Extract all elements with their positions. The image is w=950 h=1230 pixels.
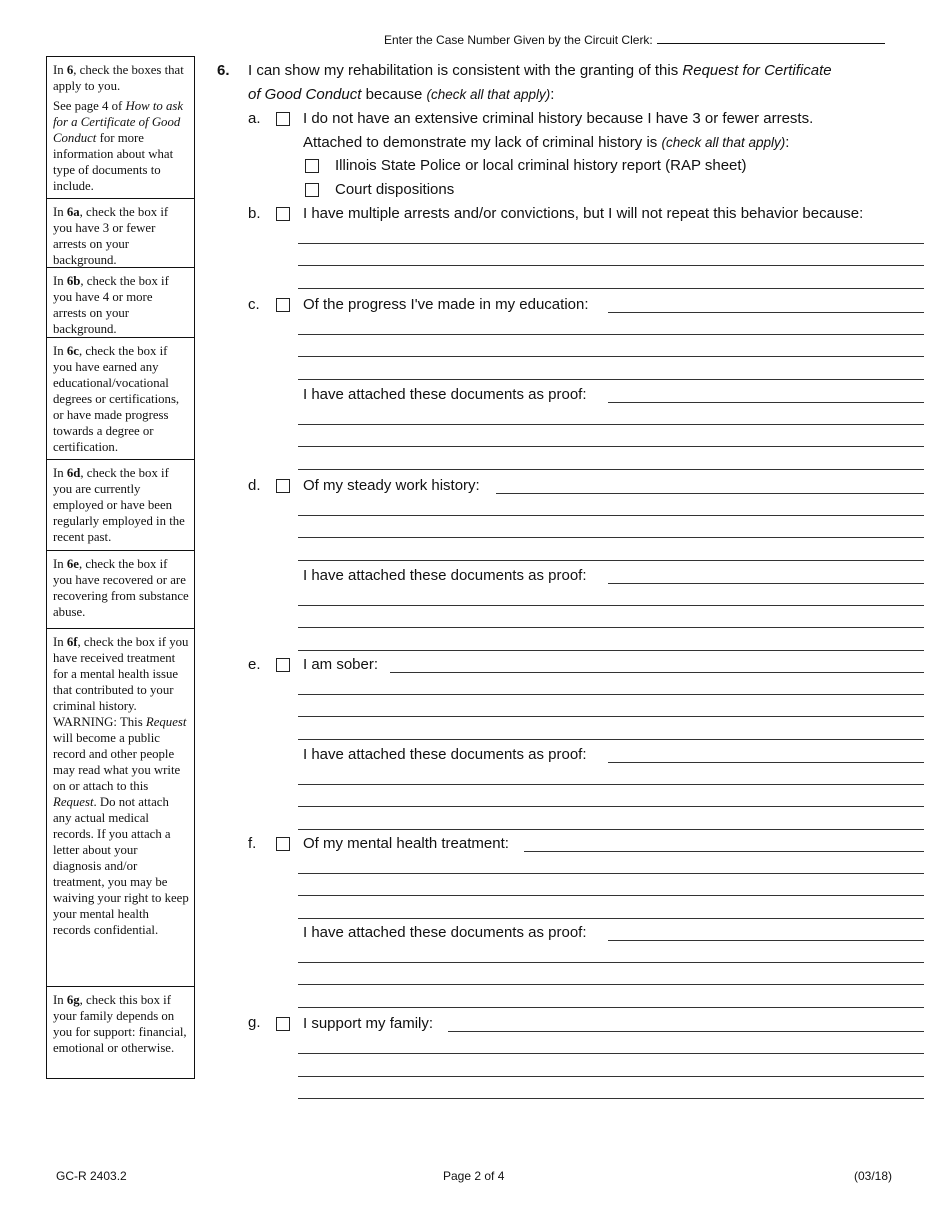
answer-line[interactable] — [298, 962, 924, 963]
answer-line[interactable] — [298, 243, 924, 244]
answer-line[interactable] — [448, 1031, 924, 1032]
instruction-box-6f: In 6f, check the box if you have received treatment for a mental health issue that contributed to your criminal history. WARNING: This Request will become a public record and other people may read what you write on or attach to this Request. Do not attach any actual medical records. If you attach a letter about your diagnosis and/or treatment, you may be waiving your right to keep your mental health records confidential. — [47, 629, 194, 987]
checkbox-6f[interactable] — [276, 837, 290, 851]
answer-line[interactable] — [298, 424, 924, 425]
page-number: Page 2 of 4 — [443, 1169, 505, 1183]
section-intro-line2: of Good Conduct because (check all that apply): — [248, 86, 555, 103]
item-e-letter: e. — [248, 656, 261, 673]
option-court-dispositions: Court dispositions — [335, 181, 455, 198]
answer-line[interactable] — [608, 402, 924, 403]
form-date: (03/18) — [854, 1169, 893, 1183]
item-a-attached: Attached to demonstrate my lack of criminal history is (check all that apply): — [303, 134, 790, 151]
answer-line[interactable] — [298, 650, 924, 651]
checkbox-6g[interactable] — [276, 1017, 290, 1031]
instruction-box-6: In 6, check the boxes that apply to you. See page 4 of How to ask for a Certificate of Good Conduct for more information about what type of documents to include. — [47, 57, 194, 199]
answer-line[interactable] — [608, 312, 924, 313]
item-b-text: I have multiple arrests and/or convictions, but I will not repeat this behavior because: — [303, 205, 864, 222]
form-id: GC-R 2403.2 — [56, 1169, 127, 1183]
answer-line[interactable] — [298, 379, 924, 380]
answer-line[interactable] — [524, 851, 924, 852]
instruction-box-6g: In 6g, check this box if your family depends on you for support: financial, emotional or otherwise. — [47, 987, 194, 1079]
item-d-text: Of my steady work history: — [303, 477, 480, 494]
answer-line[interactable] — [298, 784, 924, 785]
instruction-box-6c: In 6c, check the box if you have earned any educational/vocational degrees or certifications, or have made progress towards a degree or certification. — [47, 338, 194, 460]
answer-line[interactable] — [298, 334, 924, 335]
item-g-letter: g. — [248, 1014, 261, 1031]
answer-line[interactable] — [298, 469, 924, 470]
item-d-letter: d. — [248, 477, 261, 494]
answer-line[interactable] — [608, 940, 924, 941]
answer-line[interactable] — [298, 873, 924, 874]
answer-line[interactable] — [298, 515, 924, 516]
answer-line[interactable] — [298, 627, 924, 628]
answer-line[interactable] — [298, 1076, 924, 1077]
section-intro-line1: I can show my rehabilitation is consistent with the granting of this Request for Certificate — [248, 62, 832, 79]
case-number-header — [384, 33, 885, 47]
answer-line[interactable] — [298, 895, 924, 896]
case-number-field[interactable] — [657, 33, 885, 44]
instructions-sidebar — [46, 56, 195, 1079]
item-c-text: Of the progress I've made in my education: — [303, 296, 589, 313]
proof-label-e: I have attached these documents as proof: — [303, 746, 587, 763]
item-e-text: I am sober: — [303, 656, 379, 673]
proof-label-d: I have attached these documents as proof: — [303, 567, 587, 584]
checkbox-6d[interactable] — [276, 479, 290, 493]
answer-line[interactable] — [608, 583, 924, 584]
item-f-text: Of my mental health treatment: — [303, 835, 509, 852]
checkbox-6e[interactable] — [276, 658, 290, 672]
answer-line[interactable] — [298, 694, 924, 695]
answer-line[interactable] — [298, 829, 924, 830]
item-f-letter: f. — [248, 835, 257, 852]
item-c-letter: c. — [248, 296, 260, 313]
answer-line[interactable] — [298, 605, 924, 606]
answer-line[interactable] — [298, 1053, 924, 1054]
proof-label-f: I have attached these documents as proof: — [303, 924, 587, 941]
checkbox-6c[interactable] — [276, 298, 290, 312]
item-a-letter: a. — [248, 110, 261, 127]
answer-line[interactable] — [298, 739, 924, 740]
answer-line[interactable] — [298, 446, 924, 447]
answer-line[interactable] — [390, 672, 924, 673]
proof-label-c: I have attached these documents as proof: — [303, 386, 587, 403]
answer-line[interactable] — [608, 762, 924, 763]
answer-line[interactable] — [298, 356, 924, 357]
checkbox-rap-sheet[interactable] — [305, 159, 319, 173]
answer-line[interactable] — [298, 806, 924, 807]
answer-line[interactable] — [298, 265, 924, 266]
item-a-text: I do not have an extensive criminal history because I have 3 or fewer arrests. — [303, 110, 814, 127]
item-g-text: I support my family: — [303, 1015, 434, 1032]
case-number-label: Enter the Case Number Given by the Circuit Clerk: — [384, 33, 653, 47]
section-number: 6. — [217, 62, 230, 79]
answer-line[interactable] — [298, 288, 924, 289]
instruction-box-6d: In 6d, check the box if you are currently employed or have been regularly employed in the recent past. — [47, 460, 194, 551]
answer-line[interactable] — [298, 1098, 924, 1099]
instruction-box-6e: In 6e, check the box if you have recovered or are recovering from substance abuse. — [47, 551, 194, 629]
answer-line[interactable] — [298, 984, 924, 985]
answer-line[interactable] — [298, 716, 924, 717]
checkbox-6a[interactable] — [276, 112, 290, 126]
checkbox-6b[interactable] — [276, 207, 290, 221]
instruction-box-6a: In 6a, check the box if you have 3 or fewer arrests on your background. — [47, 199, 194, 268]
instruction-box-6b: In 6b, check the box if you have 4 or more arrests on your background. — [47, 268, 194, 338]
answer-line[interactable] — [298, 537, 924, 538]
answer-line[interactable] — [298, 1007, 924, 1008]
option-rap-sheet: Illinois State Police or local criminal history report (RAP sheet) — [335, 157, 747, 174]
checkbox-court-dispositions[interactable] — [305, 183, 319, 197]
answer-line[interactable] — [298, 918, 924, 919]
answer-line[interactable] — [298, 560, 924, 561]
item-b-letter: b. — [248, 205, 261, 222]
answer-line[interactable] — [496, 493, 924, 494]
